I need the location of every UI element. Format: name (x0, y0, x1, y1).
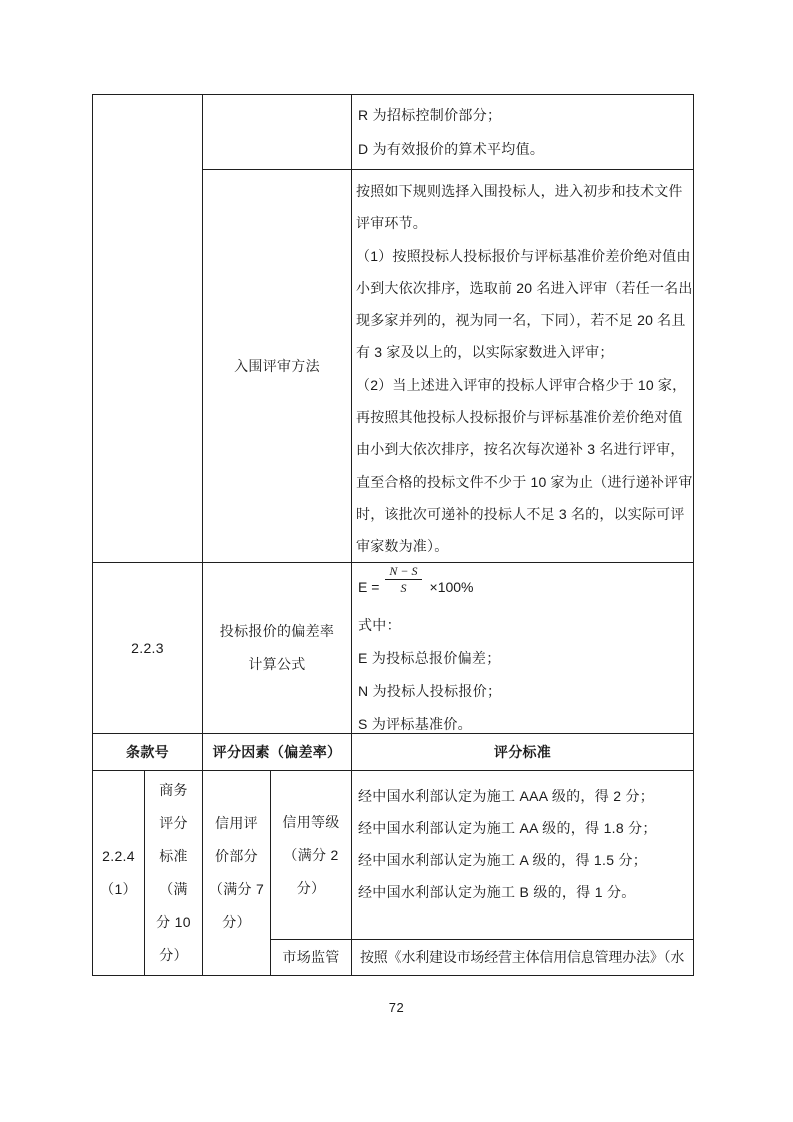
method-line: 时，该批次可递补的投标人不足 3 名的，以实际可评 (356, 505, 685, 522)
formula-note-d: D 为有效报价的算术平均值。 (358, 141, 545, 157)
clause-no-224-line: 2.2.4 (102, 848, 135, 864)
method-line: 有 3 家及以上的，以实际家数进入评审； (356, 344, 614, 361)
credit-group-line: 分） (222, 914, 251, 930)
credit-rating-line: 分） (296, 879, 326, 896)
formula-note: 式中： (358, 617, 401, 633)
method-line: 按照如下规则选择入围投标人，进入初步和技术文件 (356, 183, 683, 199)
method-line: 再按照其他投标人投标报价与评标基准价差价绝对值 (356, 409, 683, 426)
evaluation-scoring-table (92, 94, 694, 976)
credit-group-line: （满分 7 (208, 881, 265, 897)
credit-rating-item-cell (271, 771, 352, 940)
method-line: 审家数为准）。 (356, 538, 449, 555)
formula-fraction (385, 564, 421, 595)
business-category-line: 分） (159, 947, 188, 963)
business-category-line: 评分 (159, 815, 188, 831)
clause-no-223: 2.2.3 (131, 639, 164, 656)
clause-no-224-cell (93, 771, 145, 975)
credit-group-line: 信用评 (215, 815, 258, 831)
deviation-factor-line: 计算公式 (248, 656, 306, 672)
business-category-line: 标准 (159, 848, 188, 864)
clause-no-223-cell (93, 563, 203, 734)
criteria-line: 经中国水利部认定为施工 AAA 级的，得 2 分； (358, 788, 655, 804)
formula-denominator: S (400, 580, 407, 595)
header-scoring-factor-label: 评分因素（偏差率） (212, 743, 342, 760)
deviation-formula-cell (352, 563, 693, 734)
method-line: 现多家并列的，视为同一名，下同），若不足 20 名且 (356, 312, 686, 329)
credit-rating-line: 信用等级 (282, 813, 340, 830)
credit-rating-criteria-cell (352, 771, 693, 940)
formula-note: E 为投标总报价偏差； (358, 650, 501, 666)
criteria-line: 经中国水利部认定为施工 B 级的，得 1 分。 (358, 884, 636, 900)
formula-notes-cell (352, 95, 693, 170)
business-score-category-cell (145, 771, 203, 975)
header-scoring-standard-label: 评分标准 (493, 743, 552, 760)
header-clause-no (93, 734, 203, 771)
method-line: 由小到大依次排序，按名次每次递补 3 名进行评审， (356, 441, 685, 458)
shortlist-method-label: 入围评审方法 (234, 357, 320, 374)
formula-note: S 为评标基准价。 (358, 716, 472, 732)
method-line: 评审环节。 (356, 215, 427, 232)
market-supervision-criteria: 按照《水利建设市场经营主体信用信息管理办法》（水 (360, 949, 685, 965)
formula-note-r: R 为招标控制价部分； (358, 107, 502, 123)
formula-note: N 为投标人投标报价； (358, 683, 502, 699)
shortlist-method-label-cell (203, 170, 352, 563)
credit-group-line: 价部分 (215, 848, 258, 864)
header-scoring-factor (203, 734, 352, 771)
market-supervision-label: 市场监管 (282, 949, 340, 965)
method-line: 小到大依次排序，选取前 20 名进入评审（若任一名出 (356, 279, 693, 296)
market-supervision-item-cell (271, 940, 352, 975)
criteria-line: 经中国水利部认定为施工 A 级的，得 1.5 分； (358, 852, 648, 868)
credit-rating-line: （满分 2 (283, 846, 339, 863)
formula-numerator: N − S (385, 564, 421, 580)
credit-evaluation-group-cell (203, 771, 271, 975)
deviation-factor-line: 投标报价的偏差率 (219, 623, 335, 639)
deviation-factor-cell (203, 563, 352, 734)
deviation-formula (358, 565, 693, 609)
factor-cell-empty (203, 95, 352, 170)
header-scoring-standard (352, 734, 693, 771)
method-line: （1）按照投标人投标报价与评标基准价差价绝对值由 (356, 247, 691, 264)
page-number: 72 (388, 1000, 405, 1015)
method-line: （2）当上述进入评审的投标人评审合格少于 10 家， (356, 376, 687, 393)
business-category-line: （满 (159, 881, 188, 897)
business-category-line: 商务 (159, 782, 188, 798)
header-clause-no-label: 条款号 (126, 743, 169, 760)
clause-no-cell-empty (93, 95, 203, 563)
formula-multiplier: ×100% (429, 579, 474, 595)
method-line: 直至合格的投标文件不少于 10 家为止（进行递补评审 (356, 473, 693, 490)
shortlist-method-text-cell (352, 170, 693, 563)
criteria-line: 经中国水利部认定为施工 AA 级的，得 1.8 分； (358, 820, 657, 836)
market-supervision-criteria-cell (352, 940, 693, 975)
formula-lhs: E = (358, 579, 380, 595)
business-category-line: 分 10 (156, 914, 191, 930)
clause-no-224-line: （1） (100, 881, 137, 897)
